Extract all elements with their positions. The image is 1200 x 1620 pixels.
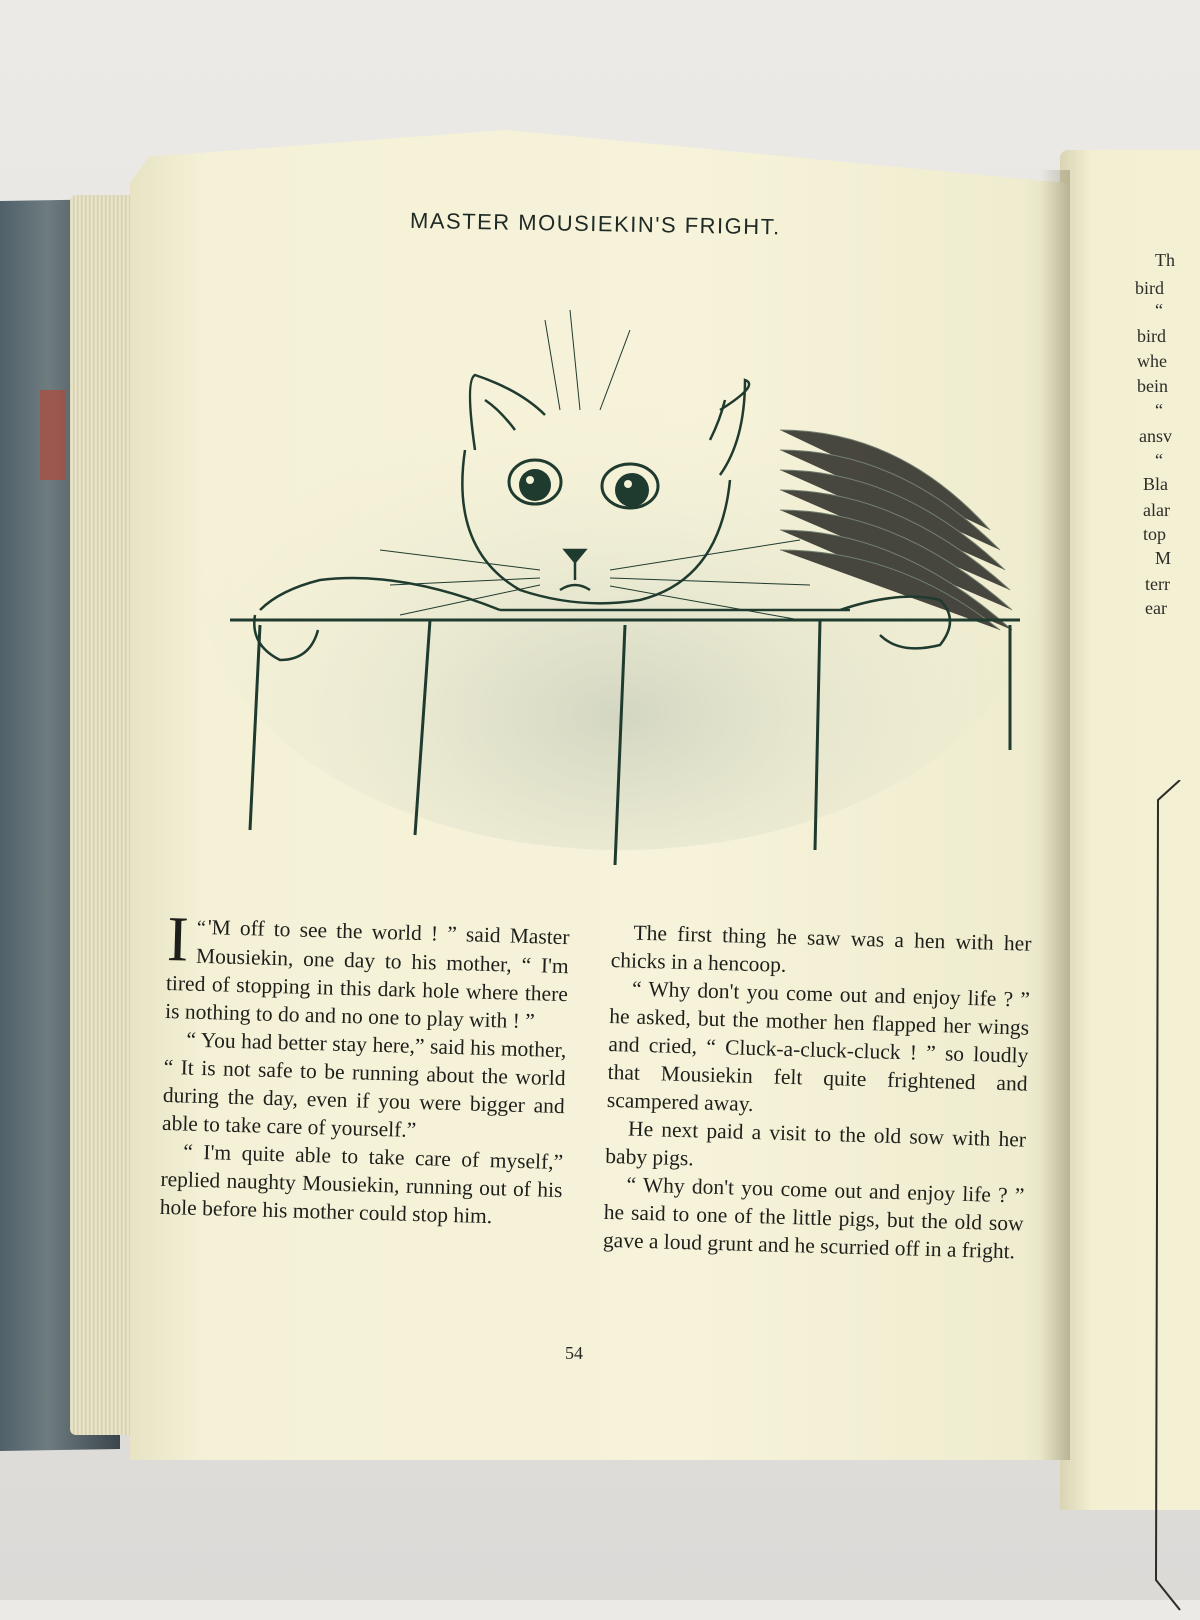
paragraph: “ I'm quite able to take care of myself,” replied naughty Mousiekin, running out of his hole before his mother could stop him. (159, 1139, 564, 1229)
facing-fragment: M (1155, 548, 1172, 568)
paragraph: “ Why don't you come out and enjoy life ? ” he asked, but the mother hen flapped her wings and cried, “ Cluck-a-cluck-cluck ! ” so loudly that Mousiekin felt quite frightened and scampered away. (606, 976, 1031, 1117)
opening-quote: “ (196, 916, 207, 940)
facing-fragment: terr (1145, 574, 1170, 594)
facing-fragment: whe (1137, 351, 1167, 371)
facing-fragment: Bla (1143, 474, 1168, 494)
facing-fragment: bird (1137, 326, 1166, 346)
facing-fragment: top (1143, 524, 1167, 544)
facing-fragment: “ (1155, 300, 1163, 320)
facing-fragment: alar (1143, 500, 1170, 520)
paragraph (164, 903, 570, 1036)
paragraph: The first thing he saw was a hen with her chicks in a hencoop. (610, 920, 1032, 977)
cat-illustration (200, 290, 1060, 890)
page-number: 54 (565, 1343, 583, 1363)
facing-fragment: bein (1137, 376, 1168, 396)
facing-fragment: ansv (1139, 426, 1172, 446)
page-title: MASTER MOUSIEKIN'S FRIGHT. (409, 207, 782, 240)
facing-fragment: bird (1135, 278, 1164, 298)
facing-fragment: “ (1155, 450, 1163, 470)
facing-fragment: Th (1155, 250, 1175, 270)
facing-page-frame-line (1150, 780, 1200, 1620)
paragraph: He next paid a visit to the old sow with her baby pigs. (605, 1116, 1027, 1171)
right-text-column (603, 918, 1032, 1266)
facing-fragment: ear (1145, 598, 1167, 618)
cover-decoration (40, 390, 66, 480)
paragraph: “ Why don't you come out and enjoy life ? ” he said to one of the little pigs, but the old sow gave a loud grunt and he scurried off in a fright. (602, 1172, 1025, 1264)
left-text-column (159, 903, 570, 1232)
drop-cap: I (166, 903, 190, 975)
paragraph-text: 'M off to see the world ! ” said Master Mousiekin, one day to his mother, “ I'm tired of stopping in this dark hole where there is nothing to do and no one to play with ! ” (164, 915, 570, 1034)
paragraph: “ You had better stay here,” said his mother, “ It is not safe to be running about the world during the day, even if you were bigger and able to take care of yourself.” (161, 1027, 567, 1143)
facing-fragment: “ (1155, 400, 1163, 420)
